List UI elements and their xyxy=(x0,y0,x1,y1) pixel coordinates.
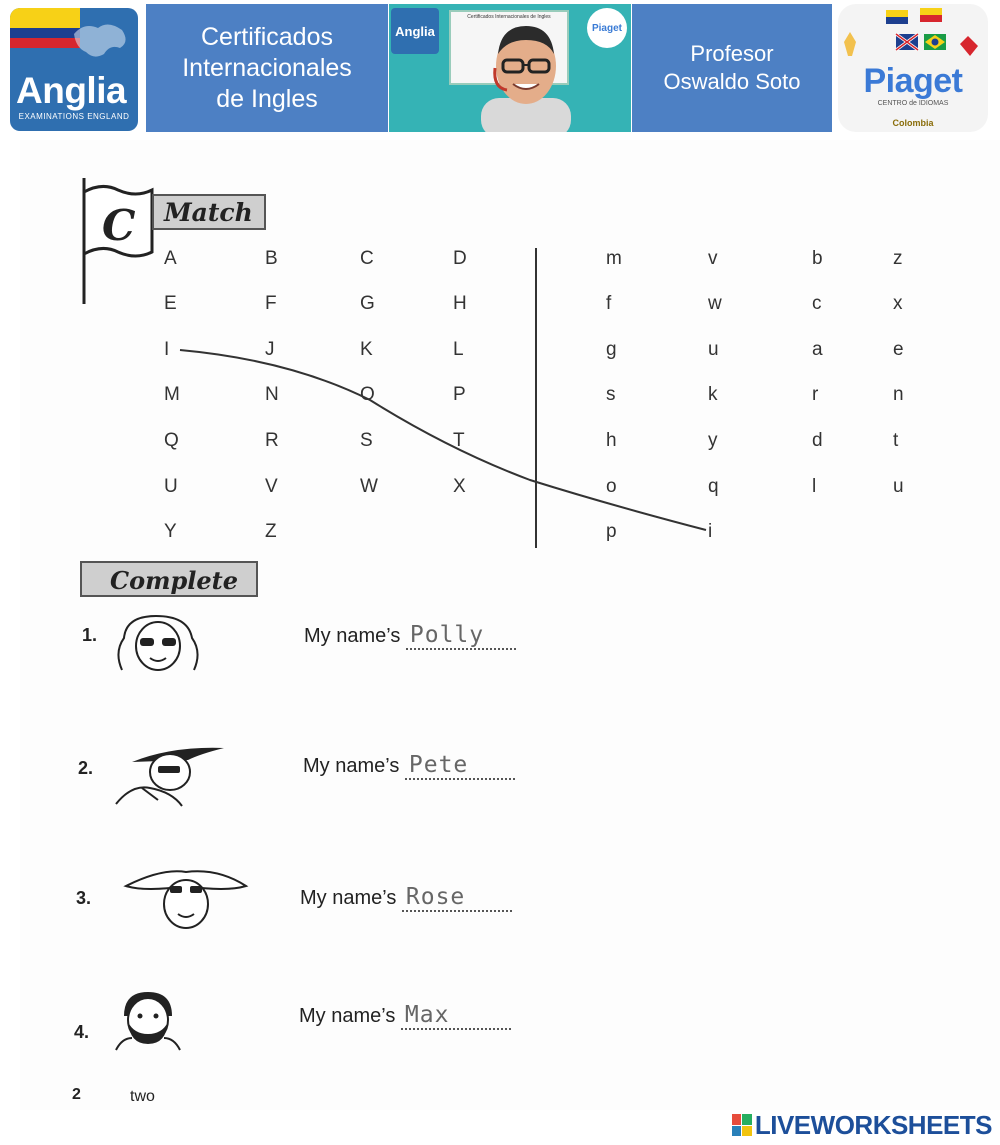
lowercase-letter[interactable]: a xyxy=(812,339,823,360)
lowercase-letter[interactable]: u xyxy=(708,339,719,360)
uppercase-letter[interactable]: N xyxy=(265,384,279,405)
complete-label: Complete xyxy=(80,561,258,597)
uppercase-letter[interactable]: G xyxy=(360,293,375,314)
uppercase-letter[interactable]: V xyxy=(265,476,278,497)
girl-sunglasses-icon xyxy=(112,612,204,674)
anglia-subtitle: EXAMINATIONS ENGLAND xyxy=(18,112,130,121)
lowercase-letter[interactable]: k xyxy=(708,384,718,405)
lowercase-letter[interactable]: g xyxy=(606,339,617,360)
uppercase-letter[interactable]: M xyxy=(164,384,180,405)
lowercase-letter[interactable]: h xyxy=(606,430,617,451)
professor-line-1: Profesor xyxy=(690,41,774,66)
page-number: 2 xyxy=(72,1086,81,1103)
lowercase-letter[interactable]: e xyxy=(893,339,904,360)
uppercase-letter[interactable]: J xyxy=(265,339,275,360)
uppercase-letter[interactable]: Z xyxy=(265,521,277,542)
sentence-prefix: My name’s xyxy=(304,625,401,647)
professor-line-2: Oswaldo Soto xyxy=(663,69,801,94)
mini-piaget-logo: Piaget xyxy=(587,8,627,48)
lowercase-letter[interactable]: s xyxy=(606,384,616,405)
uppercase-letter[interactable]: O xyxy=(360,384,375,405)
lowercase-letter[interactable]: z xyxy=(893,248,903,269)
piaget-country: Colombia xyxy=(892,118,934,128)
lowercase-letter[interactable]: p xyxy=(606,521,617,542)
uppercase-letter[interactable]: X xyxy=(453,476,466,497)
item-number: 3. xyxy=(76,888,92,908)
lowercase-letter[interactable]: u xyxy=(893,476,904,497)
certificate-card-title: Certificados Internacionales de Ingles xyxy=(467,14,551,20)
match-label: Match xyxy=(152,194,266,230)
uppercase-letter[interactable]: U xyxy=(164,476,178,497)
lowercase-letter[interactable]: c xyxy=(812,293,822,314)
uppercase-letter[interactable]: Y xyxy=(164,521,177,542)
liveworksheets-brand: LIVEWORKSHEETS xyxy=(754,1109,992,1140)
lowercase-letter[interactable]: t xyxy=(893,430,899,451)
uppercase-letter[interactable]: K xyxy=(360,339,373,360)
sentence-prefix: My name’s xyxy=(300,887,397,909)
lowercase-letter[interactable]: d xyxy=(812,430,823,451)
uppercase-letter[interactable]: H xyxy=(453,293,467,314)
boy-hat-icon xyxy=(112,736,232,810)
bearded-man-icon xyxy=(110,986,186,1052)
item-number: 4. xyxy=(74,1022,90,1042)
uppercase-letter[interactable]: R xyxy=(265,430,279,451)
uppercase-letter[interactable]: L xyxy=(453,339,464,360)
lowercase-letter[interactable]: q xyxy=(708,476,719,497)
sentence-4 xyxy=(299,1002,511,1030)
piaget-word: Piaget xyxy=(863,62,963,100)
answer-input-3[interactable] xyxy=(402,884,512,912)
answer-input-4[interactable] xyxy=(401,1002,511,1030)
uppercase-letter[interactable]: C xyxy=(360,248,374,269)
uppercase-letter[interactable]: E xyxy=(164,293,177,314)
cert-line-1: Certificados xyxy=(201,22,333,51)
uppercase-letter[interactable]: T xyxy=(453,430,465,451)
lowercase-letter[interactable]: b xyxy=(812,248,823,269)
cert-line-3: de Ingles xyxy=(216,84,318,113)
lowercase-letter[interactable]: f xyxy=(606,293,612,314)
mini-anglia-logo: Anglia xyxy=(391,8,439,54)
page-number-word: two xyxy=(130,1088,155,1105)
uppercase-letter[interactable]: B xyxy=(265,248,278,269)
lowercase-letter[interactable]: o xyxy=(606,476,617,497)
lowercase-letter[interactable]: l xyxy=(812,476,817,497)
answer-input-2[interactable] xyxy=(405,752,515,780)
sentence-prefix: My name’s xyxy=(299,1005,396,1027)
anglia-word: Anglia xyxy=(16,70,127,111)
item-number: 1. xyxy=(82,625,98,645)
lowercase-letter[interactable]: i xyxy=(708,521,713,542)
lowercase-letter[interactable]: n xyxy=(893,384,904,405)
lowercase-letter[interactable]: y xyxy=(708,430,718,451)
liveworksheets-icon xyxy=(732,1114,752,1136)
lowercase-letter[interactable]: w xyxy=(708,293,722,314)
answer-input-1[interactable] xyxy=(406,622,516,650)
girl-cap-icon xyxy=(122,864,250,934)
match-line[interactable] xyxy=(180,350,706,530)
uppercase-letter[interactable]: P xyxy=(453,384,466,405)
uppercase-letter[interactable]: Q xyxy=(164,430,179,451)
uppercase-letter[interactable]: D xyxy=(453,248,467,269)
uppercase-letter[interactable]: W xyxy=(360,476,378,497)
lowercase-letter[interactable]: m xyxy=(606,248,622,269)
sentence-3 xyxy=(300,884,512,912)
uppercase-letter[interactable]: F xyxy=(265,293,277,314)
section-letter: C xyxy=(102,201,136,250)
sentence-1 xyxy=(304,622,516,650)
lowercase-letter[interactable]: v xyxy=(708,248,718,269)
cert-line-2: Internacionales xyxy=(182,53,352,82)
uppercase-letter[interactable]: S xyxy=(360,430,373,451)
sentence-prefix: My name’s xyxy=(303,755,400,777)
lowercase-letter[interactable]: x xyxy=(893,293,903,314)
uppercase-letter[interactable]: I xyxy=(164,339,170,360)
sentence-2 xyxy=(303,752,515,780)
item-number: 2. xyxy=(78,758,94,778)
piaget-subtitle: CENTRO de IDIOMAS xyxy=(877,100,949,107)
liveworksheets-logo[interactable] xyxy=(732,1108,992,1142)
uppercase-letter[interactable]: A xyxy=(164,248,177,269)
lowercase-letter[interactable]: r xyxy=(812,384,819,405)
